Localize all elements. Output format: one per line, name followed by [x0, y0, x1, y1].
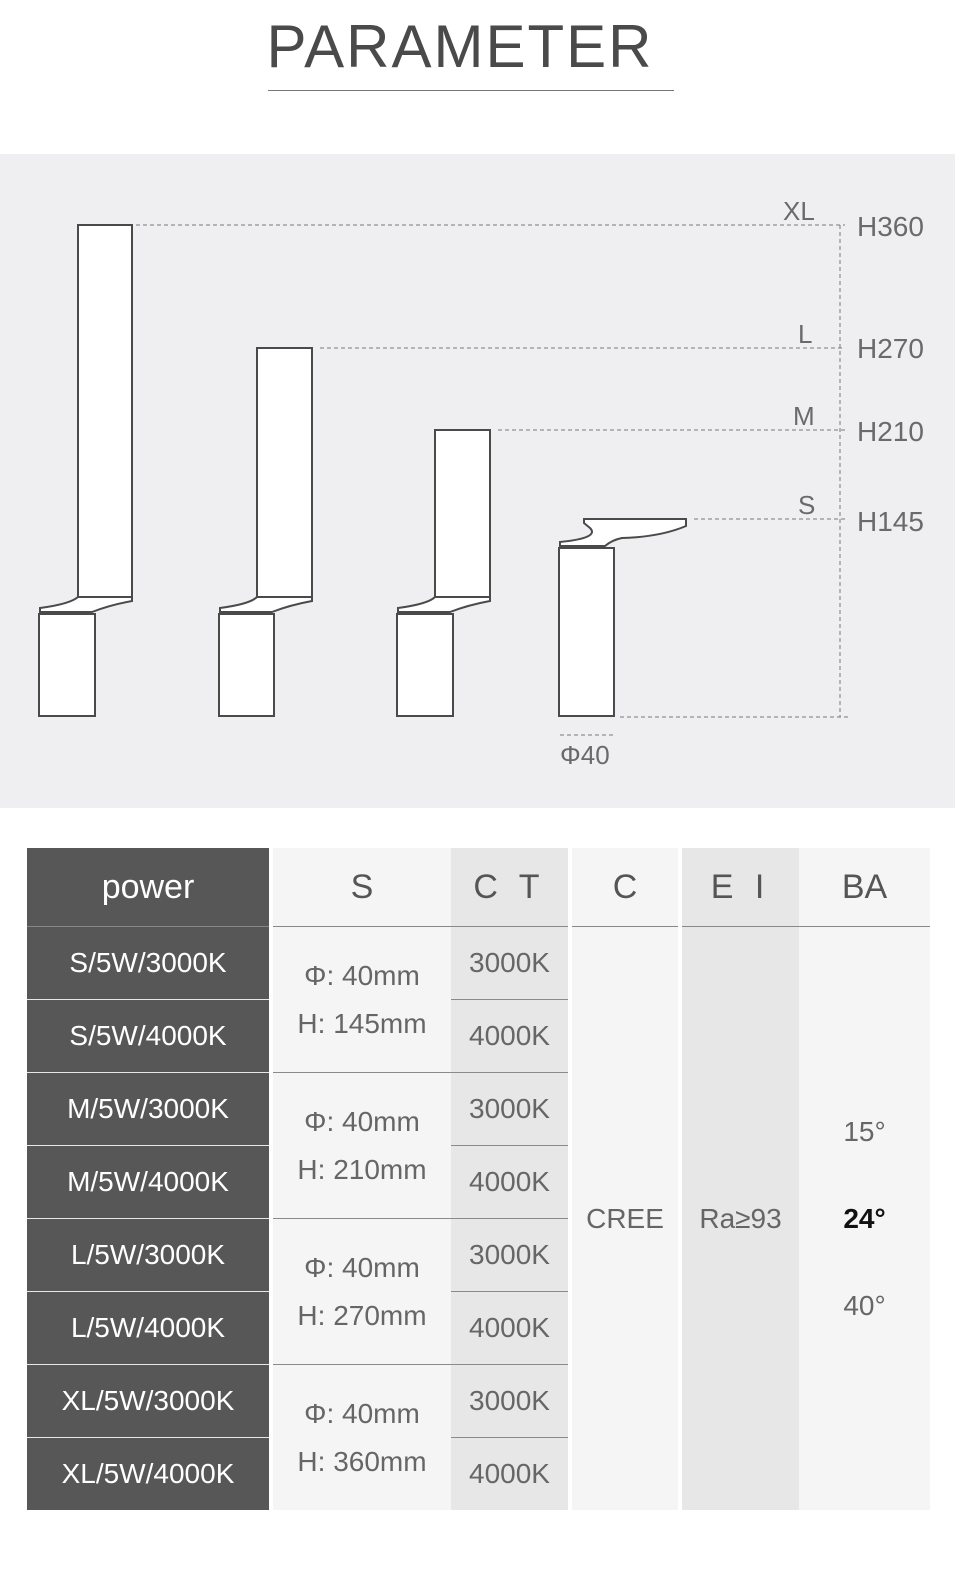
header-ei: E I [680, 848, 799, 927]
ct-cell: 3000K [451, 1073, 570, 1146]
lamp-xl-base [39, 614, 95, 716]
power-cell: S/5W/3000K [27, 927, 271, 1000]
lamp-m-joint [398, 597, 490, 612]
height-label-l: H270 [857, 333, 924, 364]
size-label-m: M [793, 401, 815, 431]
size-cell [271, 1073, 451, 1219]
power-cell: L/5W/4000K [27, 1292, 271, 1365]
power-cell: S/5W/4000K [27, 1000, 271, 1073]
ct-cell: 4000K [451, 1000, 570, 1073]
size-cell [271, 1219, 451, 1365]
beam-angle-24: 24° [843, 1203, 886, 1234]
size-label-xl: XL [783, 196, 815, 226]
header-size: S [271, 848, 451, 927]
power-cell: XL/5W/4000K [27, 1438, 271, 1511]
size-height: H: 210mm [297, 1153, 427, 1185]
ei-cell: Ra≥93 [680, 927, 799, 1511]
size-diameter: Φ: 40mm [304, 1251, 420, 1283]
ct-cell: 3000K [451, 1365, 570, 1438]
size-height: H: 270mm [297, 1299, 427, 1331]
lamp-m-base [397, 614, 453, 716]
table-header-row [27, 848, 930, 927]
size-cell [271, 927, 451, 1073]
size-diameter: Φ: 40mm [304, 959, 420, 991]
lamp-l-joint [220, 597, 312, 612]
ct-cell: 4000K [451, 1146, 570, 1219]
spec-table [27, 848, 930, 1510]
ct-cell: 3000K [451, 927, 570, 1000]
title-underline [268, 90, 674, 91]
size-label-s: S [798, 490, 816, 520]
size-label-l: L [798, 319, 813, 349]
size-cell [271, 1365, 451, 1511]
size-diameter: Φ: 40mm [304, 1397, 420, 1429]
power-cell: M/5W/3000K [27, 1073, 271, 1146]
power-cell: M/5W/4000K [27, 1146, 271, 1219]
lamp-m-head [435, 430, 490, 597]
table-row [27, 927, 930, 1000]
diameter-label: Φ40 [560, 740, 610, 770]
ct-cell: 4000K [451, 1292, 570, 1365]
page-title: PARAMETER [266, 13, 654, 80]
height-label-m: H210 [857, 416, 924, 447]
beam-angle-40: 40° [843, 1290, 886, 1321]
lamp-l-base [219, 614, 274, 716]
header-chip: C [570, 848, 680, 927]
lamp-drawing [0, 154, 955, 808]
dimension-diagram [0, 154, 955, 808]
size-height: H: 145mm [297, 1007, 427, 1039]
ct-cell: 3000K [451, 1219, 570, 1292]
power-cell: L/5W/3000K [27, 1219, 271, 1292]
height-label-xl: H360 [857, 211, 924, 242]
chip-cell: CREE [570, 927, 680, 1511]
lamp-xl-joint [40, 597, 132, 612]
header-ct: C T [451, 848, 570, 927]
power-cell: XL/5W/3000K [27, 1365, 271, 1438]
header-power: power [27, 848, 271, 927]
lamp-s-head [560, 519, 686, 546]
size-height: H: 360mm [297, 1445, 427, 1477]
lamp-s-base [559, 548, 614, 716]
beam-angle-cell [799, 927, 930, 1511]
beam-angle-15: 15° [843, 1116, 886, 1147]
ct-cell: 4000K [451, 1438, 570, 1511]
height-label-s: H145 [857, 506, 924, 537]
lamp-l-head [257, 348, 312, 597]
lamp-xl-head [78, 225, 132, 597]
header-ba: BA [799, 848, 930, 927]
size-diameter: Φ: 40mm [304, 1105, 420, 1137]
